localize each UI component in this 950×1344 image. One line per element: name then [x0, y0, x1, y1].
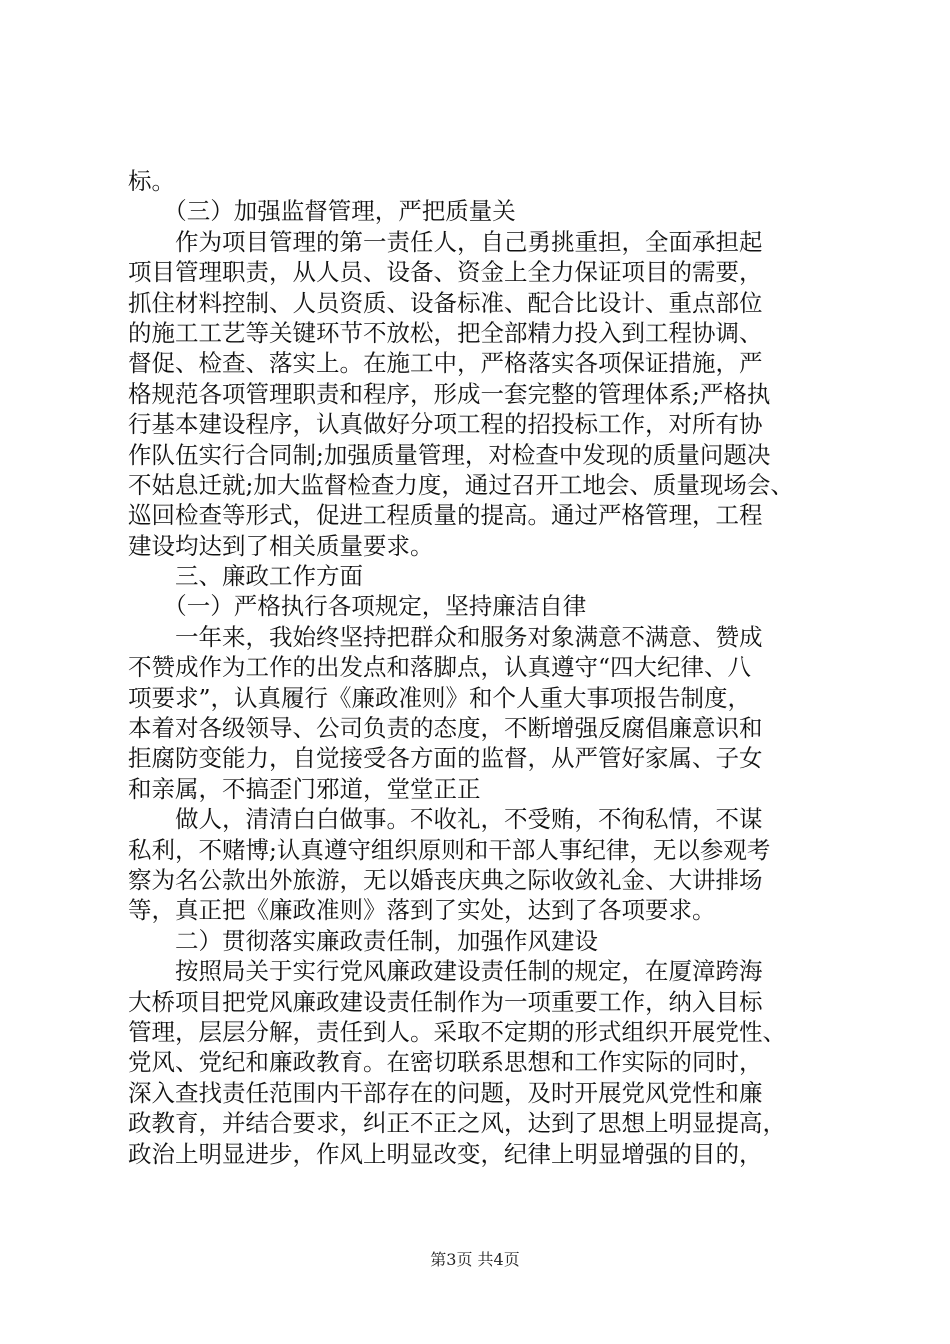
text-line: 项目管理职责，从人员、设备、资金上全力保证项目的需要，	[128, 258, 763, 287]
text-line: 察为名公款出外旅游，无以婚丧庆典之际收敛礼金、大讲排场	[128, 865, 763, 894]
text-line: 建设均达到了相关质量要求。	[128, 531, 434, 560]
text-line: 做人，清清白白做事。不收礼，不受贿，不徇私情，不谋	[128, 805, 763, 834]
text-line: 和亲属，不搞歪门邪道，堂堂正正	[128, 774, 481, 803]
text-line: 的施工工艺等关键环节不放松，把全部精力投入到工程协调、	[128, 318, 763, 347]
text-line: 行基本建设程序，认真做好分项工程的招投标工作，对所有协	[128, 410, 763, 439]
text-line: 拒腐防变能力，自觉接受各方面的监督，从严管好家属、子女	[128, 744, 763, 773]
text-line: 格规范各项管理职责和程序，形成一套完整的管理体系;严格执	[128, 379, 771, 408]
text-line: 三、廉政工作方面	[128, 562, 363, 591]
text-line: 作队伍实行合同制;加强质量管理，对检查中发现的质量问题决	[128, 440, 771, 469]
text-line: 抓住材料控制、人员资质、设备标准、配合比设计、重点部位	[128, 288, 763, 317]
text-line: （三）加强监督管理，严把质量关	[128, 197, 516, 226]
text-line: 作为项目管理的第一责任人，自己勇挑重担，全面承担起	[128, 227, 763, 256]
text-line: 深入查找责任范围内干部存在的问题，及时开展党风党性和廉	[128, 1078, 763, 1107]
body-text	[128, 166, 828, 1169]
text-line: 本着对各级领导、公司负责的态度，不断增强反腐倡廉意识和	[128, 714, 763, 743]
text-line: 大桥项目把党风廉政建设责任制作为一项重要工作，纳入目标	[128, 987, 763, 1016]
text-line: 二）贯彻落实廉政责任制，加强作风建设	[128, 926, 598, 955]
text-line: 标。	[128, 167, 175, 195]
text-line: 督促、检查、落实上。在施工中，严格落实各项保证措施，严	[128, 349, 763, 378]
text-line: 一年来，我始终坚持把群众和服务对象满意不满意、赞成	[128, 622, 763, 651]
text-line: 按照局关于实行党风廉政建设责任制的规定，在厦漳跨海	[128, 957, 763, 986]
text-line: 巡回检查等形式，促进工程质量的提高。通过严格管理，工程	[128, 501, 763, 530]
text-line: 不姑息迁就;加大监督检查力度，通过召开工地会、质量现场会、	[128, 470, 794, 499]
page-footer: 第3页 共4页	[430, 1250, 520, 1269]
text-line: 等，真正把《廉政准则》落到了实处，达到了各项要求。	[128, 896, 716, 925]
text-line: 不赞成作为工作的出发点和落脚点，认真遵守“四大纪律、八	[128, 653, 752, 682]
text-line: 项要求”，认真履行《廉政准则》和个人重大事项报告制度，	[128, 683, 752, 712]
text-line: 政治上明显进步，作风上明显改变，纪律上明显增强的目的，	[128, 1139, 763, 1168]
text-line: 政教育，并结合要求，纠正不正之风，达到了思想上明显提高，	[128, 1109, 786, 1138]
text-line: 私利，不赌博;认真遵守组织原则和干部人事纪律，无以参观考	[128, 835, 771, 864]
text-line: 管理，层层分解，责任到人。采取不定期的形式组织开展党性、	[128, 1017, 786, 1046]
text-line: 党风、党纪和廉政教育。在密切联系思想和工作实际的同时，	[128, 1048, 763, 1077]
text-line: （一）严格执行各项规定，坚持廉洁自律	[128, 592, 587, 621]
